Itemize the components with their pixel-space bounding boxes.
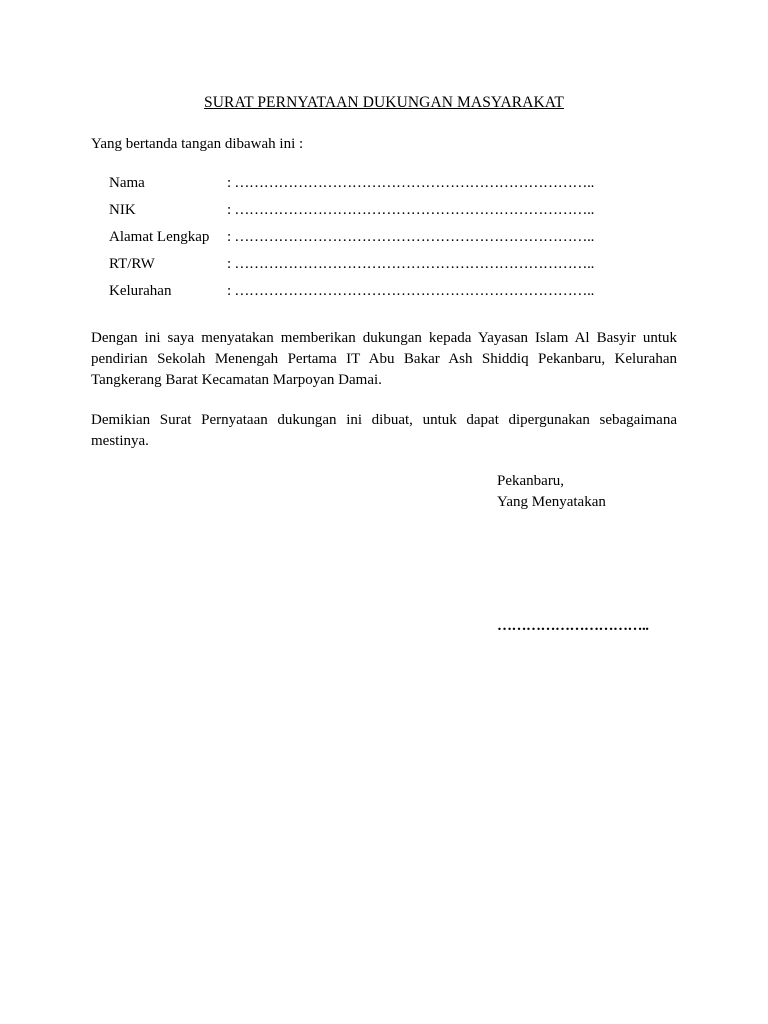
field-value-nama: : ……………………………………………………………….. <box>227 175 595 191</box>
signature-place: Pekanbaru, <box>497 473 565 489</box>
field-row-nik <box>109 200 629 227</box>
identity-fields <box>109 173 629 308</box>
field-row-kelurahan <box>109 281 629 308</box>
field-label-alamat: Alamat Lengkap <box>109 229 210 245</box>
field-label-kelurahan: Kelurahan <box>109 283 172 299</box>
field-label-rtrw: RT/RW <box>109 256 155 272</box>
field-row-nama <box>109 173 629 200</box>
signature-name-placeholder: ………………………….. <box>497 618 649 634</box>
field-value-rtrw: : ……………………………………………………………….. <box>227 256 595 272</box>
document-title: SURAT PERNYATAAN DUKUNGAN MASYARAKAT <box>204 94 564 111</box>
field-value-alamat: : ……………………………………………………………….. <box>227 229 595 245</box>
field-value-nik: : ……………………………………………………………….. <box>227 202 595 218</box>
intro-text: Yang bertanda tangan dibawah ini : <box>91 136 304 152</box>
signature-block <box>497 471 697 513</box>
support-statement-paragraph: Dengan ini saya menyatakan memberikan dukungan kepada Yayasan Islam Al Basyir untuk pendirian Sekolah Menengah Pertama IT Abu Bakar Ash Shiddiq Pekanbaru, Kelurahan Tangkerang Barat Kecamatan Marpoyan Damai. <box>91 330 677 388</box>
field-row-rtrw <box>109 254 629 281</box>
signature-role: Yang Menyatakan <box>497 494 606 510</box>
field-label-nama: Nama <box>109 175 145 191</box>
field-label-nik: NIK <box>109 202 136 218</box>
field-value-kelurahan: : ……………………………………………………………….. <box>227 283 595 299</box>
closing-paragraph: Demikian Surat Pernyataan dukungan ini dibuat, untuk dapat dipergunakan sebagaimana mestinya. <box>91 412 677 449</box>
field-row-alamat <box>109 227 629 254</box>
